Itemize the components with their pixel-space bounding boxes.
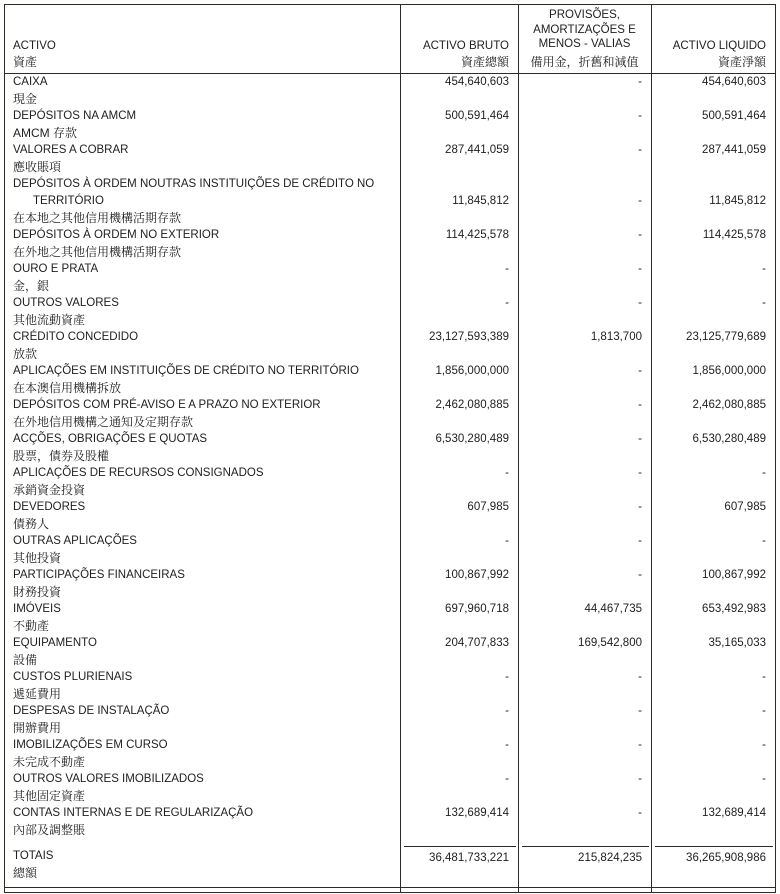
provisoes-value: - [638, 807, 642, 819]
totals-label [5, 839, 400, 887]
table-row [5, 295, 775, 329]
asset-name-zh: 財務投資 [13, 585, 62, 599]
table-row [5, 703, 775, 737]
total-rule-bruto [404, 846, 516, 847]
activo-liquido-value: 100,867,992 [702, 569, 766, 581]
activo-bruto-value: 500,591,464 [445, 110, 509, 122]
activo-liquido-value: 35,165,033 [708, 637, 766, 649]
provisoes-value: - [638, 773, 642, 785]
asset-name-pt: IMOBILIZAÇÕES EM CURSO [13, 739, 168, 751]
total-provisoes [518, 839, 651, 887]
asset-name-pt: PARTICIPAÇÕES FINANCEIRAS [13, 569, 185, 581]
table-row [5, 499, 775, 533]
activo-bruto-value: 454,640,603 [445, 76, 509, 88]
asset-name-zh: 在外地之其他信用機構活期存款 [13, 245, 182, 259]
asset-name-zh: 其他固定資產 [13, 789, 86, 803]
total-activo-bruto [400, 839, 518, 887]
activo-bruto-value: - [505, 739, 509, 751]
activo-bruto-value: 204,707,833 [445, 637, 509, 649]
column-divider-2 [518, 5, 519, 892]
activo-bruto-value: 2,462,080,885 [435, 399, 509, 411]
activo-bruto-value: - [505, 535, 509, 547]
header-activo-bruto [400, 5, 518, 73]
provisoes-value: - [638, 144, 642, 156]
activo-bruto-value: 132,689,414 [445, 807, 509, 819]
activo-liquido-value: - [762, 773, 766, 785]
header-provisoes-line2: AMORTIZAÇÕES E [533, 23, 636, 36]
asset-name-pt: ACÇÕES, OBRIGAÇÕES E QUOTAS [13, 433, 208, 445]
totals-label-pt: TOTAIS [13, 850, 54, 862]
asset-name-pt: APLICAÇÕES EM INSTITUIÇÕES DE CRÉDITO NO TERRITÓRIO [13, 365, 359, 377]
totals-row [5, 839, 775, 888]
provisoes-value: 1,813,700 [590, 331, 642, 343]
provisoes-value: - [638, 110, 642, 122]
asset-name-zh: 債務人 [13, 517, 50, 531]
activo-liquido-value: - [762, 535, 766, 547]
header-activo [5, 5, 400, 73]
header-provisoes-pt [519, 8, 650, 52]
activo-liquido-value: 500,591,464 [702, 110, 766, 122]
asset-name-zh: 承銷資金投資 [13, 483, 86, 497]
asset-name-pt: DEPÓSITOS À ORDEM NO EXTERIOR [13, 229, 220, 241]
activo-liquido-value: - [762, 467, 766, 479]
table-row [5, 635, 775, 669]
provisoes-value: - [638, 399, 642, 411]
activo-liquido-value: 132,689,414 [702, 807, 766, 819]
table-row [5, 261, 775, 295]
asset-name-pt: CAIXA [13, 76, 48, 88]
asset-name-pt: DESPESAS DE INSTALAÇÃO [13, 705, 170, 717]
header-provisoes-line1: PROVISÕES, [549, 9, 620, 21]
total-activo-liquido [651, 839, 775, 887]
table-row [5, 142, 775, 176]
activo-liquido-value: 454,640,603 [702, 76, 766, 88]
activo-liquido-value: - [762, 739, 766, 751]
table-body [5, 74, 775, 839]
asset-name-zh: 未完成不動產 [13, 755, 86, 769]
activo-bruto-value: 287,441,059 [445, 144, 509, 156]
table-row [5, 601, 775, 635]
asset-name-pt: OUTROS VALORES [13, 297, 119, 309]
provisoes-value: - [638, 739, 642, 751]
activo-bruto-value: 697,960,718 [445, 603, 509, 615]
asset-name-pt: DEPÓSITOS NA AMCM [13, 110, 137, 122]
provisoes-value: - [638, 671, 642, 683]
asset-name-pt: CONTAS INTERNAS E DE REGULARIZAÇÃO [13, 807, 254, 819]
activo-liquido-value: 287,441,059 [702, 144, 766, 156]
activo-liquido-value: - [762, 263, 766, 275]
activo-liquido-value: 653,492,983 [702, 603, 766, 615]
activo-bruto-value: - [505, 297, 509, 309]
activo-liquido-value: 11,845,812 [709, 195, 766, 207]
asset-name-zh: 放款 [13, 347, 38, 361]
header-activo-liquido [651, 5, 775, 73]
header-liquido-zh: 資產淨額 [717, 55, 766, 69]
header-bruto-pt: ACTIVO BRUTO [422, 40, 509, 52]
table-row [5, 567, 775, 601]
provisoes-value: 44,467,735 [584, 603, 642, 615]
asset-name-pt: DEVEDORES [13, 501, 86, 513]
header-activo-zh: 資產 [13, 55, 38, 69]
provisoes-value: - [638, 535, 642, 547]
header-liquido-pt: ACTIVO LIQUIDO [672, 40, 766, 52]
table-row [5, 227, 775, 261]
asset-name-pt: DEPÓSITOS COM PRÉ-AVISO E A PRAZO NO EXTERIOR [13, 399, 321, 411]
activo-liquido-value: - [762, 671, 766, 683]
asset-name-zh: 不動產 [13, 619, 50, 633]
header-provisoes-zh: 備用金，折舊和減值 [530, 55, 639, 69]
table-row [5, 176, 775, 227]
table-row [5, 805, 775, 839]
header-provisoes [518, 5, 651, 73]
asset-name-zh: 在本澳信用機構拆放 [13, 381, 122, 395]
provisoes-value: - [638, 569, 642, 581]
activo-bruto-value: 607,985 [467, 501, 509, 513]
asset-name-zh: 其他投資 [13, 551, 62, 565]
total-provisoes-value: 215,824,235 [578, 852, 642, 864]
activo-bruto-value: - [505, 263, 509, 275]
table-row [5, 329, 775, 363]
table-row [5, 431, 775, 465]
asset-name-pt: VALORES A COBRAR [13, 144, 129, 156]
column-divider-1 [400, 5, 401, 892]
activo-liquido-value: 607,985 [724, 501, 766, 513]
table-row [5, 533, 775, 567]
provisoes-value: - [638, 76, 642, 88]
double-rule-gap [5, 888, 775, 892]
activo-bruto-value: - [505, 773, 509, 785]
asset-name-pt: IMÓVEIS [13, 603, 61, 615]
provisoes-value: - [638, 195, 642, 207]
provisoes-value: - [638, 501, 642, 513]
provisoes-value: - [638, 365, 642, 377]
asset-name-zh: 應收賬項 [13, 160, 62, 174]
activo-liquido-value: 6,530,280,489 [692, 433, 766, 445]
provisoes-value: 169,542,800 [578, 637, 642, 649]
asset-name-pt: CRÉDITO CONCEDIDO [13, 331, 139, 343]
activo-bruto-value: 6,530,280,489 [435, 433, 509, 445]
table-row [5, 363, 775, 397]
asset-name-zh: 股票，債券及股權 [13, 449, 110, 463]
asset-name-zh: 開辦費用 [13, 721, 62, 735]
provisoes-value: - [638, 229, 642, 241]
table-row [5, 108, 775, 142]
asset-name-pt: OUTRAS APLICAÇÕES [13, 535, 137, 547]
asset-name-zh: 金，銀 [13, 279, 50, 293]
asset-name-pt: CUSTOS PLURIENAIS [13, 671, 133, 683]
activo-bruto-value: - [505, 705, 509, 717]
activo-liquido-value: 2,462,080,885 [692, 399, 766, 411]
asset-name-pt: OUTROS VALORES IMOBILIZADOS [13, 773, 204, 785]
header-bruto-zh: 資產總額 [460, 55, 509, 69]
table-row [5, 74, 775, 108]
column-divider-3 [651, 5, 652, 892]
table-header [5, 5, 775, 74]
provisoes-value: - [638, 263, 642, 275]
asset-name-zh: 現金 [13, 92, 38, 106]
asset-name-zh: 內部及調整賬 [13, 823, 86, 837]
total-rule-provisoes [522, 846, 649, 847]
activo-bruto-value: 11,845,812 [452, 195, 509, 207]
asset-name-zh: 在外地信用機構之通知及定期存款 [13, 415, 194, 429]
activo-bruto-value: 23,127,593,389 [429, 331, 509, 343]
totals-label-zh: 總額 [13, 866, 38, 880]
activo-liquido-value: 114,425,578 [702, 229, 766, 241]
asset-name-zh: 其他流動資產 [13, 313, 86, 327]
asset-name-zh: 遞延費用 [13, 687, 62, 701]
provisoes-value: - [638, 433, 642, 445]
table-row [5, 737, 775, 771]
asset-name-zh: 設備 [13, 653, 38, 667]
activo-liquido-value: 1,856,000,000 [692, 365, 766, 377]
table-row [5, 465, 775, 499]
total-rule-liquido [655, 846, 773, 847]
activo-bruto-value: - [505, 467, 509, 479]
activo-bruto-value: 1,856,000,000 [435, 365, 509, 377]
header-activo-pt: ACTIVO [13, 40, 56, 52]
provisoes-value: - [638, 467, 642, 479]
header-provisoes-line3: MENOS - VALIAS [538, 38, 631, 50]
provisoes-value: - [638, 705, 642, 717]
activo-liquido-value: - [762, 705, 766, 717]
asset-name-pt: EQUIPAMENTO [13, 637, 97, 649]
activo-bruto-value: - [505, 671, 509, 683]
total-liquido-value: 36,265,908,986 [686, 852, 766, 864]
activo-bruto-value: 100,867,992 [445, 569, 509, 581]
asset-name-zh: 在本地之其他信用機構活期存款 [13, 211, 182, 225]
table-row [5, 669, 775, 703]
activo-bruto-value: 114,425,578 [445, 229, 509, 241]
asset-name-zh: AMCM 存款 [13, 126, 77, 140]
asset-name-pt: DEPÓSITOS À ORDEM NOUTRAS INSTITUIÇÕES DE CRÉDITO NO TERRITÓRIO [13, 178, 375, 207]
asset-name-pt: APLICAÇÕES DE RECURSOS CONSIGNADOS [13, 467, 264, 479]
activo-liquido-value: 23,125,779,689 [686, 331, 766, 343]
provisoes-value: - [638, 297, 642, 309]
table-row [5, 397, 775, 431]
total-bruto-value: 36,481,733,221 [429, 852, 509, 864]
table-row [5, 771, 775, 805]
activo-liquido-value: - [762, 297, 766, 309]
asset-name-pt: OURO E PRATA [13, 263, 99, 275]
balance-sheet-table [4, 4, 776, 893]
